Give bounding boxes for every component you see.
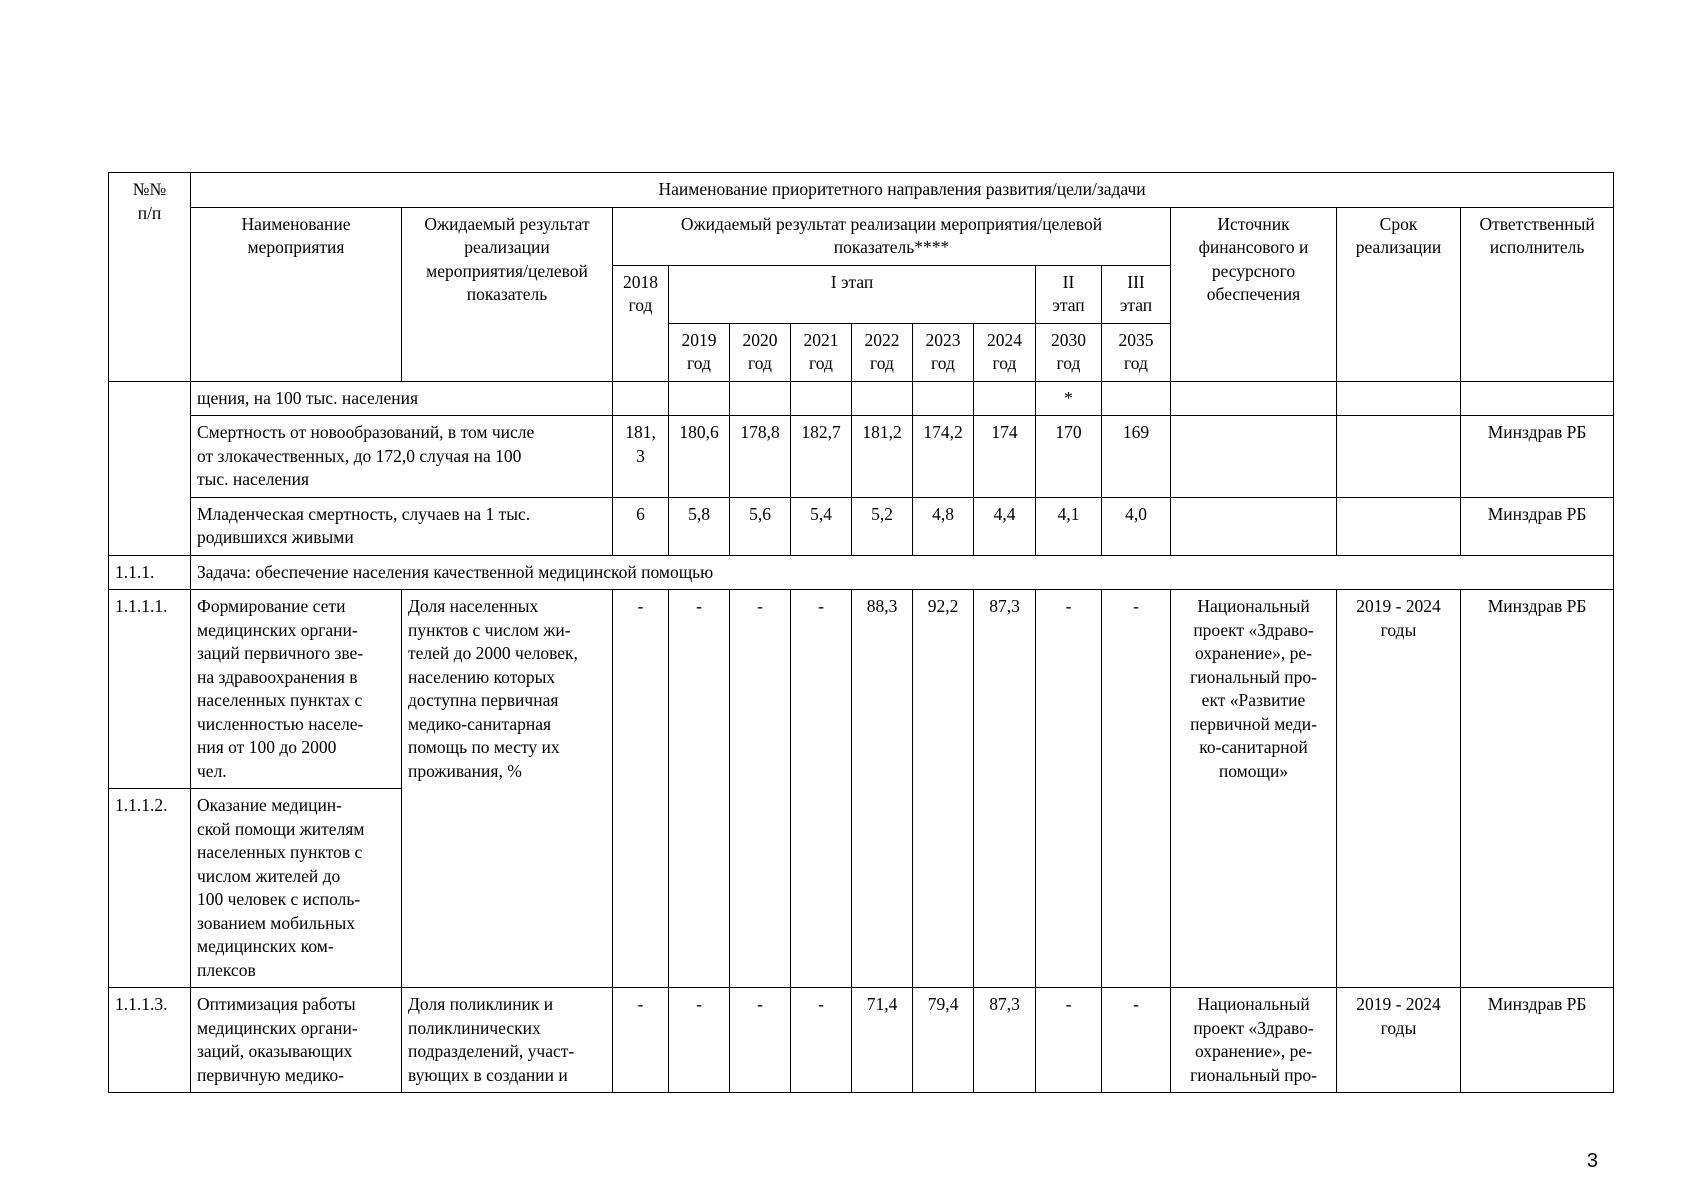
- value-cell: 181,2: [852, 416, 913, 498]
- value-cell: 5,4: [791, 497, 852, 555]
- value-cell: -: [1036, 590, 1102, 988]
- header-year-2030: 2030 год: [1036, 323, 1102, 381]
- value-cell: [730, 381, 791, 416]
- value-cell: -: [1036, 988, 1102, 1093]
- value-cell: -: [613, 988, 669, 1093]
- header-row-2: [109, 207, 1614, 265]
- term-cell: [1337, 416, 1461, 498]
- header-term: Срок реализации: [1337, 207, 1461, 381]
- source-cell: Национальный проект «Здраво- охранение», ре- гиональный про- ект «Развитие первичной меди- ко-санитарной помощи»: [1171, 590, 1337, 988]
- value-cell: [1102, 381, 1171, 416]
- value-cell: -: [1102, 988, 1171, 1093]
- indicator-text: Младенческая смертность, случаев на 1 тыс. родившихся живыми: [191, 497, 613, 555]
- indicator-num-cell: [109, 381, 191, 555]
- value-cell: 88,3: [852, 590, 913, 988]
- value-cell: [913, 381, 974, 416]
- header-source: Источник финансового и ресурсного обеспечения: [1171, 207, 1337, 381]
- source-cell: Национальный проект «Здраво- охранение», ре- гиональный про-: [1171, 988, 1337, 1093]
- event-name: Оказание медицин- ской помощи жителям населенных пунктов с числом жителей до 100 человек с исполь- зованием мобильных медицинских ком- плексов: [191, 789, 402, 988]
- value-cell: [669, 381, 730, 416]
- event-row: [109, 988, 1614, 1093]
- event-number: 1.1.1.2.: [109, 789, 191, 988]
- value-cell: 87,3: [974, 590, 1036, 988]
- task-number: 1.1.1.: [109, 555, 191, 590]
- source-cell: [1171, 381, 1337, 416]
- header-title: Наименование приоритетного направления развития/цели/задачи: [191, 173, 1614, 208]
- responsible-cell: Минздрав РБ: [1461, 497, 1614, 555]
- value-cell: 174: [974, 416, 1036, 498]
- header-stage-3: III этап: [1102, 265, 1171, 323]
- value-cell: [791, 381, 852, 416]
- value-cell: -: [613, 590, 669, 988]
- header-year-2024: 2024 год: [974, 323, 1036, 381]
- responsible-cell: Минздрав РБ: [1461, 590, 1614, 988]
- value-cell: 87,3: [974, 988, 1036, 1093]
- indicator-text: Смертность от новообразований, в том числе от злокачественных, до 172,0 случая на 100 тыс. населения: [191, 416, 613, 498]
- value-cell: -: [791, 988, 852, 1093]
- value-cell: *: [1036, 381, 1102, 416]
- value-cell: 169: [1102, 416, 1171, 498]
- value-cell: [974, 381, 1036, 416]
- value-cell: -: [730, 590, 791, 988]
- event-number: 1.1.1.3.: [109, 988, 191, 1093]
- value-cell: -: [669, 590, 730, 988]
- header-expected-indicator: Ожидаемый результат реализации мероприятия/целевой показатель****: [613, 207, 1171, 265]
- header-year-2020: 2020 год: [730, 323, 791, 381]
- header-responsible: Ответственный исполнитель: [1461, 207, 1614, 381]
- value-cell: 5,8: [669, 497, 730, 555]
- value-cell: 4,0: [1102, 497, 1171, 555]
- header-stage-2: II этап: [1036, 265, 1102, 323]
- value-cell: 170: [1036, 416, 1102, 498]
- header-year-2023: 2023 год: [913, 323, 974, 381]
- value-cell: 180,6: [669, 416, 730, 498]
- header-year-2021: 2021 год: [791, 323, 852, 381]
- value-cell: 79,4: [913, 988, 974, 1093]
- indicator-row: [109, 416, 1614, 498]
- program-table: [108, 172, 1614, 1093]
- header-expected-result: Ожидаемый результат реализации мероприятия/целевой показатель: [402, 207, 613, 381]
- value-cell: [852, 381, 913, 416]
- value-cell: 71,4: [852, 988, 913, 1093]
- event-name: Оптимизация работы медицинских органи- заций, оказывающих первичную медико-: [191, 988, 402, 1093]
- responsible-cell: [1461, 381, 1614, 416]
- indicator-row: [109, 381, 1614, 416]
- value-cell: 4,8: [913, 497, 974, 555]
- value-cell: -: [791, 590, 852, 988]
- indicator-row: [109, 497, 1614, 555]
- value-cell: 182,7: [791, 416, 852, 498]
- value-cell: -: [669, 988, 730, 1093]
- value-cell: 181, 3: [613, 416, 669, 498]
- event-result: Доля поликлиник и поликлинических подразделений, участ- вующих в создании и: [402, 988, 613, 1093]
- event-result: Доля населенных пунктов с числом жи- телей до 2000 человек, населению которых доступна первичная медико-санитарная помощь по месту их проживания, %: [402, 590, 613, 988]
- page-number: 3: [1586, 1150, 1598, 1172]
- value-cell: 4,1: [1036, 497, 1102, 555]
- task-row: [109, 555, 1614, 590]
- header-event-name: Наименование мероприятия: [191, 207, 402, 381]
- value-cell: 4,4: [974, 497, 1036, 555]
- header-year-2035: 2035 год: [1102, 323, 1171, 381]
- event-number: 1.1.1.1.: [109, 590, 191, 789]
- value-cell: 5,6: [730, 497, 791, 555]
- responsible-cell: Минздрав РБ: [1461, 988, 1614, 1093]
- header-year-2018: 2018 год: [613, 265, 669, 381]
- term-cell: 2019 - 2024 годы: [1337, 988, 1461, 1093]
- header-stage-1: I этап: [669, 265, 1036, 323]
- task-text: Задача: обеспечение населения качественной медицинской помощью: [191, 555, 1614, 590]
- header-num: №№ п/п: [109, 173, 191, 382]
- indicator-text: щения, на 100 тыс. населения: [191, 381, 613, 416]
- value-cell: 92,2: [913, 590, 974, 988]
- header-year-2019: 2019 год: [669, 323, 730, 381]
- header-year-2022: 2022 год: [852, 323, 913, 381]
- value-cell: 178,8: [730, 416, 791, 498]
- value-cell: -: [730, 988, 791, 1093]
- term-cell: 2019 - 2024 годы: [1337, 590, 1461, 988]
- value-cell: 5,2: [852, 497, 913, 555]
- source-cell: [1171, 497, 1337, 555]
- source-cell: [1171, 416, 1337, 498]
- event-name: Формирование сети медицинских органи- заций первичного зве- на здравоохранения в населенных пунктах с численностью населе- ния от 100 до 2000 чел.: [191, 590, 402, 789]
- event-row: [109, 590, 1614, 789]
- value-cell: 174,2: [913, 416, 974, 498]
- responsible-cell: Минздрав РБ: [1461, 416, 1614, 498]
- header-row-1: [109, 173, 1614, 208]
- value-cell: -: [1102, 590, 1171, 988]
- term-cell: [1337, 497, 1461, 555]
- term-cell: [1337, 381, 1461, 416]
- value-cell: [613, 381, 669, 416]
- value-cell: 6: [613, 497, 669, 555]
